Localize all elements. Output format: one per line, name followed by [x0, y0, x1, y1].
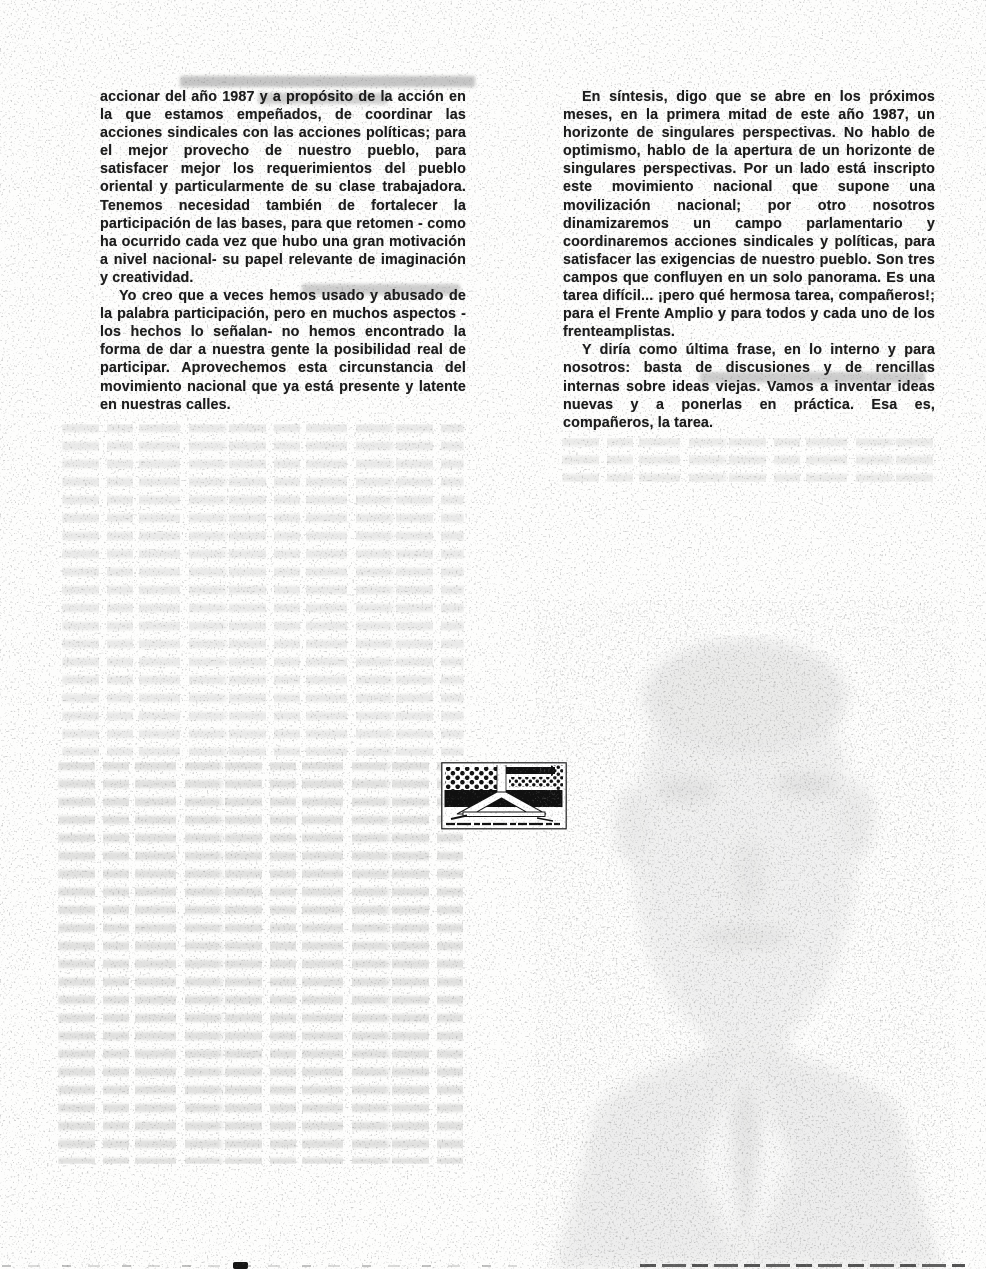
article-paragraph: Y diría como última frase, en lo interno y para nosotros: basta de discusiones y de rencillas internas sobre ideas viejas. Vamos a inventar ideas nuevas y a ponerlas en práctica. Esa es, compañeros, la tarea.	[563, 342, 935, 431]
left-column	[100, 88, 466, 414]
article-paragraph: En síntesis, digo que se abre en los próximos meses, en la primera mitad de este año 1987, un horizonte de singulares perspectivas. No hablo de optimismo, hablo de la apertura de un horizonte de singulares perspectivas. Por un lado está inscripto este movimiento nacional que supone una movilización nacional; por otro nosotros dinamizaremos un campo parlamentario y coordinaremos acciones sindicales y políticas, para satisfacer las exigencias de nuestro pueblo. Son tres campos que confluyen en un solo panorama. Es una tarea difícil... ¡pero qué hermosa tarea, compañeros!; para el Frente Amplio y para todos y cada uno de los frenteamplistas.	[563, 89, 935, 341]
bleedthrough-heading-line	[180, 76, 475, 87]
article-paragraph: accionar del año 1987 y a propósito de la acción en la que estamos empeñados, de coordinar las acciones sindicales con las acciones políticas; para el mejor provecho de nuestro pueblo, para satisfacer mejor los requerimientos del pueblo oriental y particularmente de su clase trabajadora. Tenemos necesidad también de fortalecer la participación de las bases, para que retomen - como ha ocurrido cada vez que hubo una gran motivación a nivel nacional- su papel relevante de imaginación y creatividad.	[100, 89, 466, 286]
article-paragraph: Yo creo que a veces hemos usado y abusado de la palabra participación, pero en muchos aspectos -los hechos lo señalan- no hemos encontrado la forma de dar a nuestra gente la posibilidad real de participar. Aprovechemos esta circunstancia del movimiento nacional que ya está presente y latente en nuestras calles.	[100, 288, 466, 413]
ghost-portrait-of-man-icon	[545, 635, 945, 1269]
bleedthrough-text-region	[562, 438, 936, 482]
scan-edge-artifact	[2, 1265, 517, 1268]
bleedthrough-text-region	[58, 762, 468, 1164]
right-column	[563, 88, 935, 432]
scan-edge-artifact	[233, 1262, 248, 1269]
flag-emblem-logo-icon	[441, 762, 567, 832]
bleedthrough-text-region	[62, 424, 464, 756]
scan-edge-artifact	[640, 1264, 965, 1267]
